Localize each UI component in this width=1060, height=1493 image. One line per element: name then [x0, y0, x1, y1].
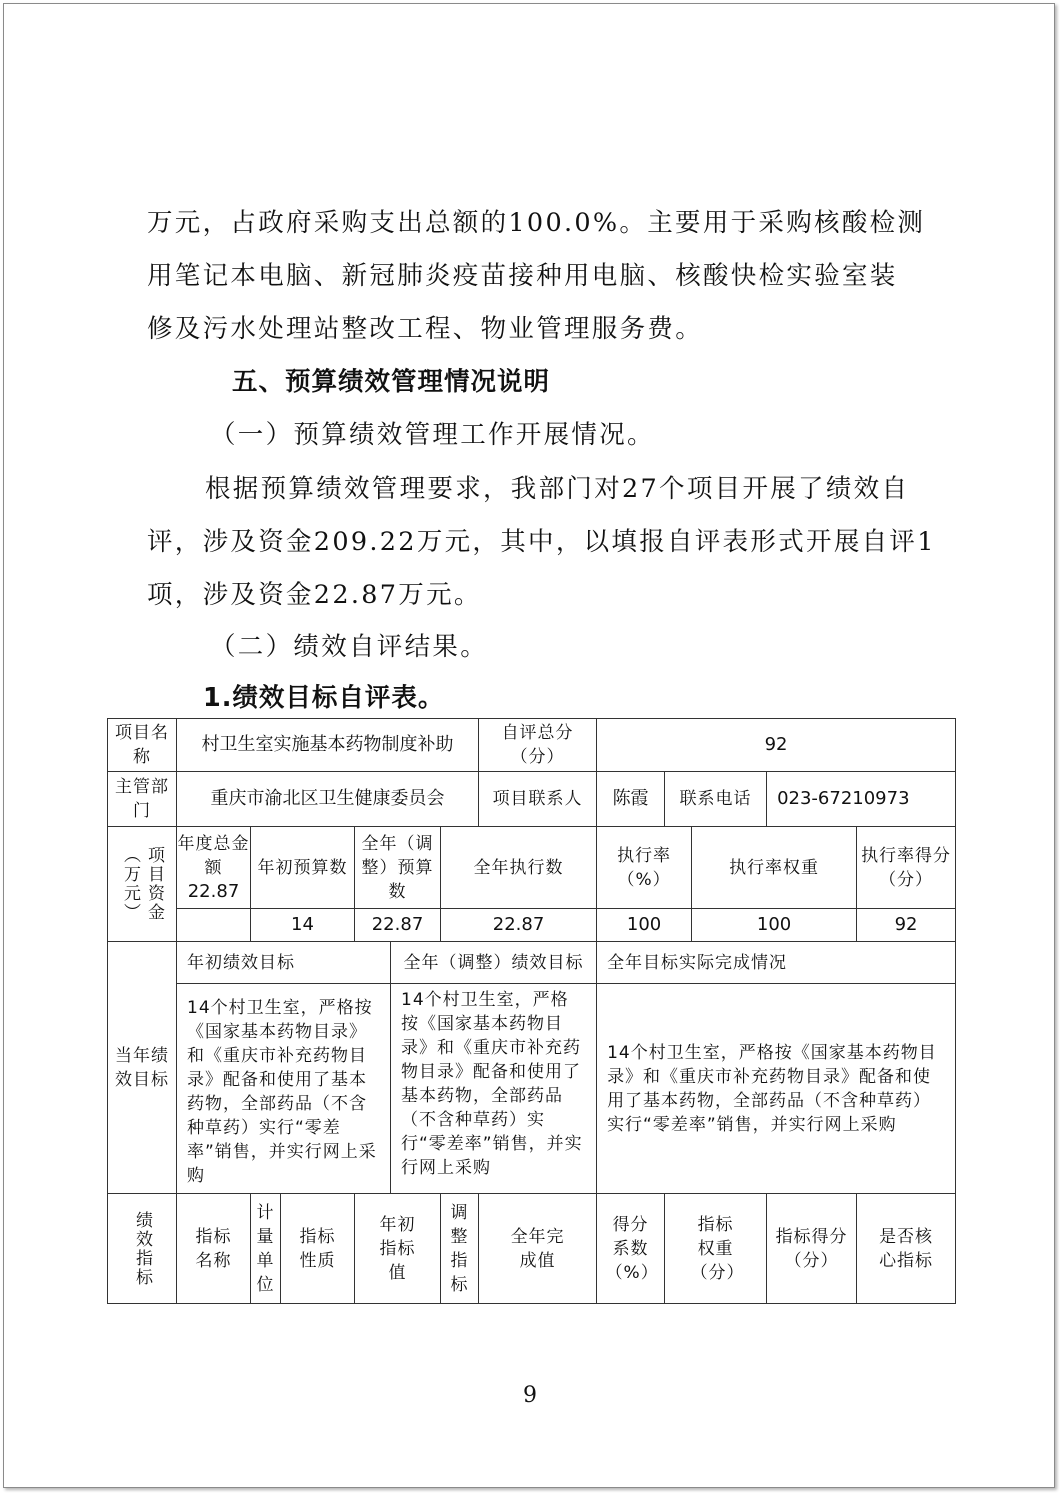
- initial-budget-label: 年初预算数: [251, 827, 355, 909]
- exec-score: 92: [857, 909, 956, 942]
- subsection-title-1: （一）预算绩效管理工作开展情况。: [210, 420, 655, 450]
- body-line-3: 项，涉及资金22.87万元。: [147, 580, 482, 610]
- fund-label-cell: [108, 827, 177, 942]
- dept: 重庆市渝北区卫生健康委员会: [177, 772, 479, 827]
- body-line-2: 评，涉及资金209.22万元，其中，以填报自评表形式开展自评1: [147, 527, 936, 557]
- goal-initial-label: 年初绩效目标: [177, 942, 391, 984]
- ind-score-header: 指标得分（分）: [767, 1194, 857, 1304]
- self-score: 92: [597, 719, 956, 772]
- indicator-label-cell: [108, 1194, 177, 1304]
- project-name: 村卫生室实施基本药物制度补助: [177, 719, 479, 772]
- ind-nature-header: 指标性质: [281, 1194, 355, 1304]
- executed-label: 全年执行数: [441, 827, 597, 909]
- performance-self-evaluation-table: [107, 718, 956, 1304]
- goal-actual: 14个村卫生室，严格按《国家基本药物目录》和《重庆市补充药物目录》配备和使用了基本药物，全部药品（不含种草药）实行“零差率”销售，并实行网上采购: [597, 984, 956, 1194]
- ind-unit-header: 计量单位: [251, 1194, 281, 1304]
- annual-total-label: 年度总金额: [177, 833, 250, 878]
- paragraph-line-2: 用笔记本电脑、新冠肺炎疫苗接种用电脑、核酸快检实验室装: [147, 261, 898, 291]
- table-title: 1.绩效目标自评表。: [203, 683, 445, 713]
- goal-actual-label: 全年目标实际完成情况: [597, 942, 956, 984]
- goal-adjusted-label: 全年（调整）绩效目标: [391, 942, 597, 984]
- phone-label: 联系电话: [665, 772, 767, 827]
- adjusted-budget: 22.87: [355, 909, 441, 942]
- annual-total: 22.87: [187, 880, 240, 902]
- ind-coefficient-header: 得分系数（%）: [597, 1194, 665, 1304]
- goal-adjusted: 14个村卫生室，严格按《国家基本药物目录》和《重庆市补充药物目录》配备和使用了基本药物，全部药品（不含种草药）实行“零差率”销售，并实行网上采购: [391, 984, 597, 1194]
- executed: 22.87: [441, 909, 597, 942]
- annual-total-cell: [177, 827, 251, 909]
- self-score-label: 自评总分（分）: [479, 719, 597, 772]
- subsection-title-2: （二）绩效自评结果。: [210, 632, 489, 662]
- ind-name-header: 指标名称: [177, 1194, 251, 1304]
- exec-weight: 100: [692, 909, 857, 942]
- contact-label: 项目联系人: [479, 772, 597, 827]
- section-title: 五、预算绩效管理情况说明: [232, 367, 551, 397]
- contact: 陈霞: [597, 772, 665, 827]
- project-name-label: 项目名称: [108, 719, 177, 772]
- ind-adjusted-header: 调整指标: [441, 1194, 479, 1304]
- exec-weight-label: 执行率权重: [692, 827, 857, 909]
- exec-rate: 100: [597, 909, 692, 942]
- annual-total-continued: [177, 909, 251, 942]
- paragraph-line-3: 修及污水处理站整改工程、物业管理服务费。: [147, 314, 704, 344]
- goal-label: 当年绩效目标: [108, 942, 177, 1194]
- goal-initial: 14个村卫生室，严格按《国家基本药物目录》和《重庆市补充药物目录》配备和使用了基本药物，全部药品（不含种草药）实行“零差率”销售，并实行网上采购: [177, 984, 391, 1194]
- ind-initial-value-header: 年初指标值: [355, 1194, 441, 1304]
- body-line-1: 根据预算绩效管理要求，我部门对27个项目开展了绩效自: [205, 474, 910, 504]
- initial-budget: 14: [251, 909, 355, 942]
- ind-is-core-header: 是否核心指标: [857, 1194, 956, 1304]
- indicator-label: 绩效指标: [132, 1210, 152, 1287]
- exec-rate-label: 执行率（%）: [597, 827, 692, 909]
- page-number: 9: [523, 1383, 537, 1408]
- phone: 023-67210973: [767, 772, 956, 827]
- ind-full-year-header: 全年完成值: [479, 1194, 597, 1304]
- exec-score-label: 执行率得分（分）: [857, 827, 956, 909]
- dept-label: 主管部门: [108, 772, 177, 827]
- fund-label: 项目资金（万元）: [120, 846, 164, 922]
- adjusted-budget-label: 全年（调整）预算数: [355, 827, 441, 909]
- paragraph-line-1: 万元，占政府采购支出总额的100.0%。主要用于采购核酸检测: [147, 208, 926, 238]
- ind-weight-header: 指标权重（分）: [665, 1194, 767, 1304]
